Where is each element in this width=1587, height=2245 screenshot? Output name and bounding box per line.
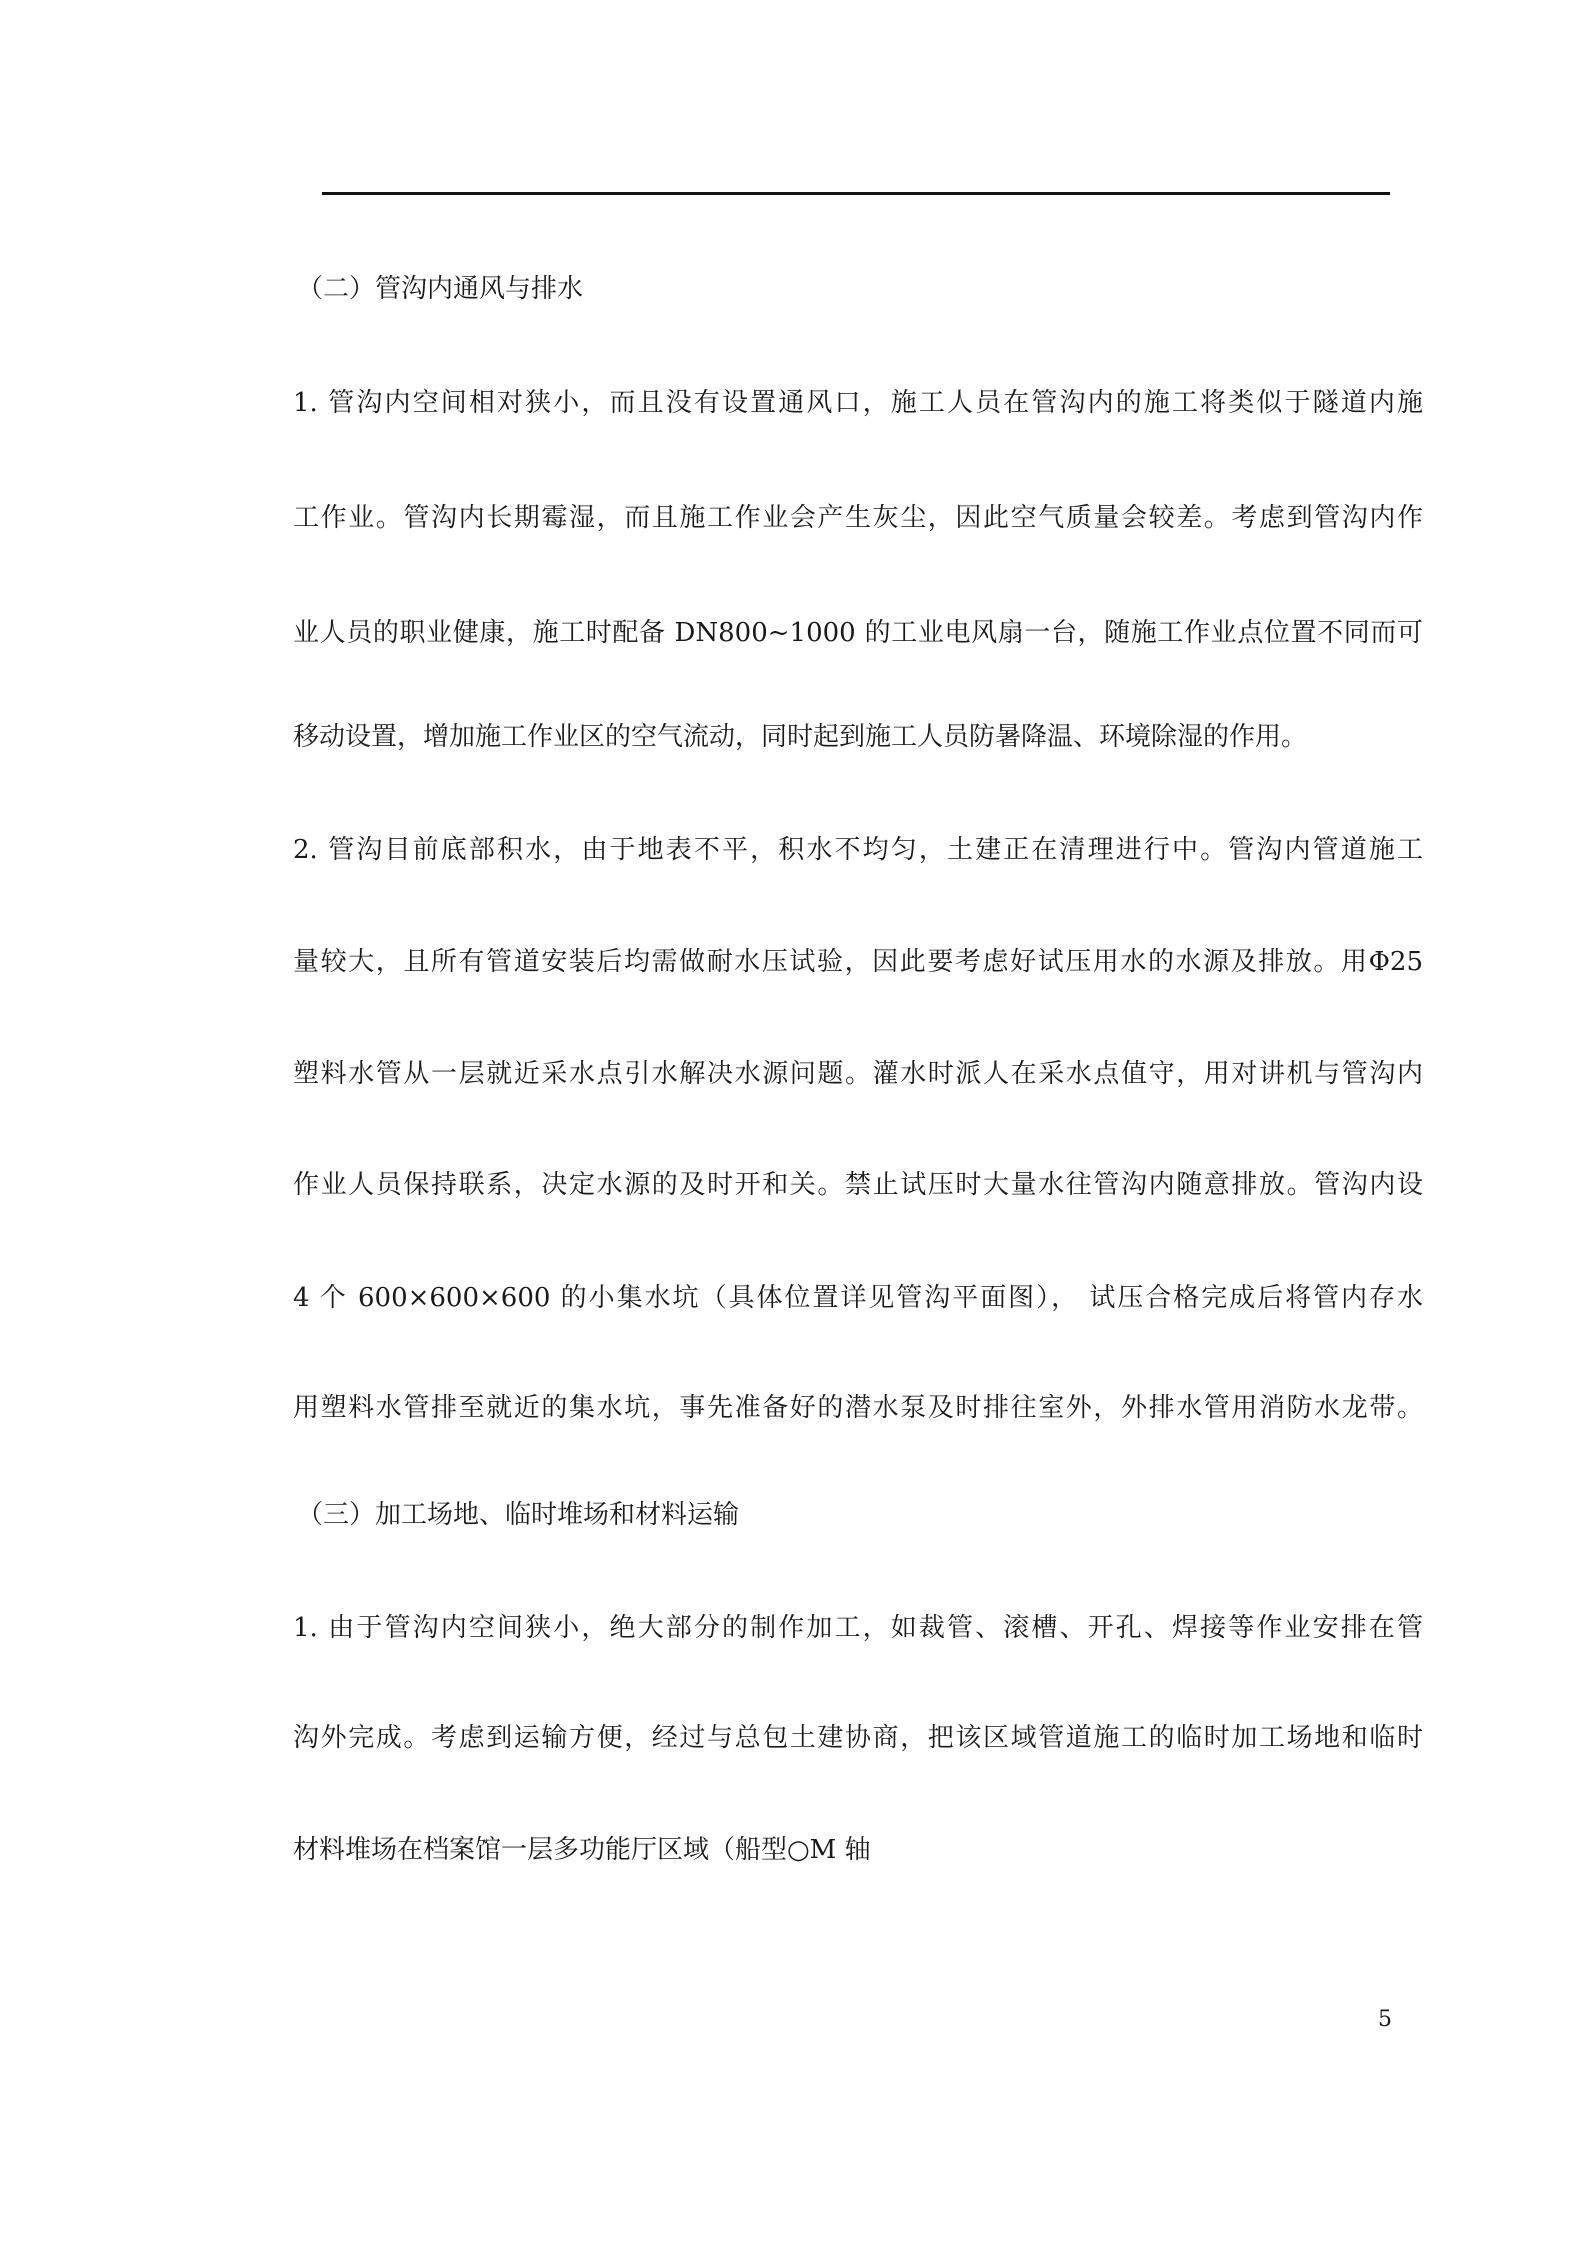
paragraph-line: 1. 由于管沟内空间狭小，绝大部分的制作加工，如裁管、滚槽、开孔、焊接等作业安排在管 <box>293 1613 1423 1643</box>
section-heading-ventilation: （二）管沟内通风与排水 <box>297 274 584 304</box>
paragraph-line: 用塑料水管排至就近的集水坑，事先准备好的潜水泵及时排往室外，外排水管用消防水龙带。 <box>293 1393 1423 1423</box>
paragraph-line: 塑料水管从一层就近采水点引水解决水源问题。灌水时派人在采水点值守，用对讲机与管沟内 <box>293 1059 1423 1089</box>
section-heading-processing-site: （三）加工场地、临时堆场和材料运输 <box>297 1500 740 1530</box>
paragraph-line: 1. 管沟内空间相对狭小，而且没有设置通风口，施工人员在管沟内的施工将类似于隧道内施 <box>293 388 1423 418</box>
paragraph-line: 4 个 600×600×600 的小集水坑（具体位置详见管沟平面图）， 试压合格完成后将管内存水 <box>293 1283 1423 1313</box>
paragraph-line: 材料堆场在档案馆一层多功能厅区域（船型○M 轴 <box>293 1835 871 1865</box>
paragraph-line: 沟外完成。考虑到运输方便，经过与总包土建协商，把该区域管道施工的临时加工场地和临时 <box>293 1723 1423 1753</box>
paragraph-line: 业人员的职业健康，施工时配备 DN800~1000 的工业电风扇一台，随施工作业点位置不同而可 <box>293 618 1423 648</box>
header-rule <box>322 192 1390 195</box>
page-number: 5 <box>1378 2007 1392 2032</box>
paragraph-line: 2. 管沟目前底部积水，由于地表不平，积水不均匀，土建正在清理进行中。管沟内管道施工 <box>293 835 1423 865</box>
paragraph-line: 量较大，且所有管道安装后均需做耐水压试验，因此要考虑好试压用水的水源及排放。用Φ25 <box>293 947 1423 977</box>
paragraph-line: 工作业。管沟内长期霉湿，而且施工作业会产生灰尘，因此空气质量会较差。考虑到管沟内作 <box>293 503 1423 533</box>
paragraph-line: 移动设置，增加施工作业区的空气流动，同时起到施工人员防暑降温、环境除湿的作用。 <box>293 722 1308 752</box>
paragraph-line: 作业人员保持联系，决定水源的及时开和关。禁止试压时大量水往管沟内随意排放。管沟内设 <box>293 1170 1423 1200</box>
